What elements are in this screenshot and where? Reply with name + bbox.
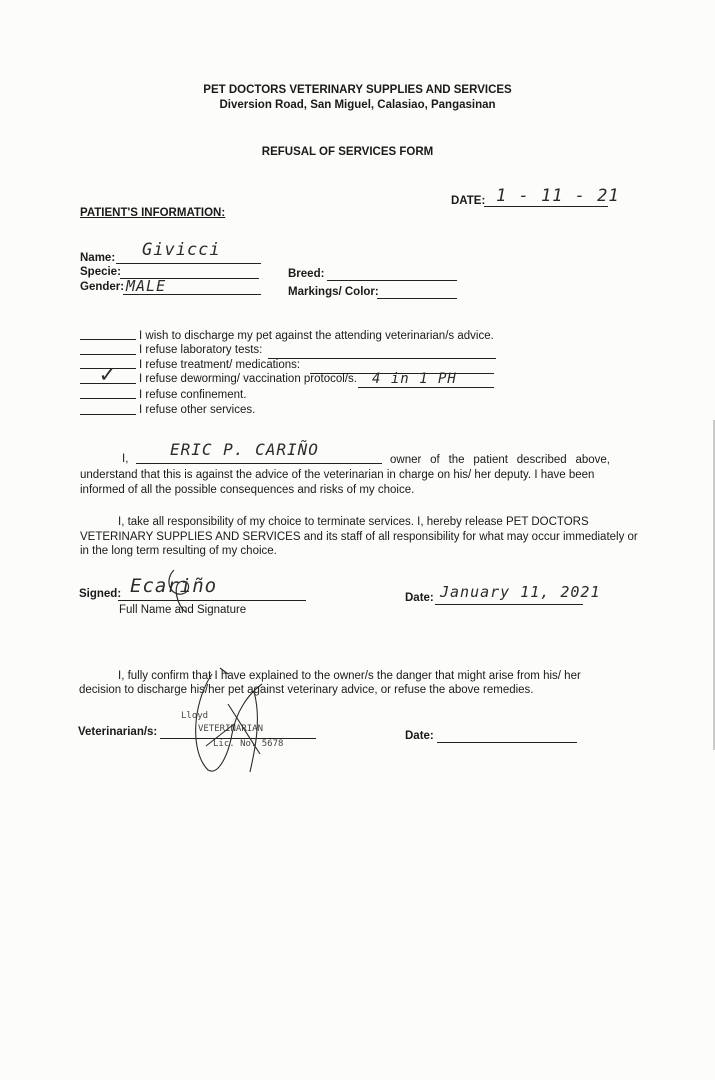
- gender-value: MALE: [126, 277, 167, 295]
- gender-label: Gender:: [80, 281, 125, 293]
- confirmation-line2: decision to discharge his/her pet against veterinary advice, or refuse the above remedies.: [79, 684, 534, 696]
- veterinarian-signature-icon: [188, 664, 272, 776]
- owner-statement-line2: understand that this is against the advice of the veterinarian in charge on his/ her deputy. I have been: [80, 469, 595, 481]
- option-blank-5: [80, 398, 136, 399]
- company-address: Diversion Road, San Miguel, Calasiao, Pangasinan: [219, 99, 496, 111]
- form-title: REFUSAL OF SERVICES FORM: [261, 146, 434, 158]
- owner-signature: Ecariño: [130, 575, 218, 597]
- option-treatment: I refuse treatment/ medications:: [139, 359, 301, 371]
- option-blank-2: [80, 354, 136, 355]
- confirmation-line1: I, fully confirm that I have explained to the owner/s the danger that might arise from his/ her: [118, 670, 581, 682]
- breed-label: Breed:: [288, 268, 325, 280]
- vet-stamp-title: VETERINARIAN: [198, 724, 264, 734]
- option-other: I refuse other services.: [139, 404, 256, 416]
- veterinarian-label: Veterinarian/s:: [78, 726, 158, 738]
- signed-date-label: Date:: [405, 592, 434, 604]
- option-lab-tests: I refuse laboratory tests:: [139, 344, 263, 356]
- vet-stamp-name: Lloyd: [181, 711, 209, 721]
- specie-label: Specie:: [80, 266, 121, 278]
- owner-statement-line3: informed of all the possible consequences and risks of my choice.: [80, 484, 415, 496]
- signed-date-value: January 11, 2021: [440, 583, 601, 601]
- markings-label: Markings/ Color:: [288, 286, 379, 298]
- company-name: PET DOCTORS VETERINARY SUPPLIES AND SERVICES: [203, 84, 512, 96]
- owner-name: ERIC P. CARIÑO: [170, 440, 319, 459]
- patient-section-title: PATIENT'S INFORMATION:: [80, 207, 226, 219]
- owner-statement-after: owner of the patient described above,: [390, 454, 610, 466]
- name-label: Name:: [80, 252, 116, 264]
- signed-sublabel: Full Name and Signature: [119, 604, 247, 616]
- signature-line: [118, 600, 306, 601]
- vet-date-label: Date:: [405, 730, 434, 742]
- deworming-detail: 4 in 1 PH: [372, 371, 457, 387]
- lab-tests-line: [268, 358, 496, 359]
- deworming-line: [358, 387, 494, 388]
- owner-name-line: [136, 463, 382, 464]
- option-blank-1: [80, 339, 136, 340]
- responsibility-line3: in the long term resulting of my choice.: [80, 545, 277, 557]
- signed-date-line: [435, 604, 583, 605]
- date-line: [484, 206, 608, 207]
- markings-line: [377, 298, 457, 299]
- date-value: 1 - 11 - 21: [496, 186, 620, 206]
- option-checkmark-deworming: ✓: [100, 360, 116, 388]
- responsibility-line2: VETERINARY SUPPLIES AND SERVICES and its staff of all responsibility for what may occur immediately or: [80, 531, 638, 543]
- responsibility-line1: I, take all responsibility of my choice to terminate services. I, hereby release PET DOCTORS: [118, 516, 589, 528]
- breed-line: [327, 280, 457, 281]
- signed-label: Signed:: [79, 588, 122, 600]
- option-blank-6: [80, 414, 136, 415]
- date-label: DATE:: [451, 195, 486, 207]
- option-confinement: I refuse confinement.: [139, 389, 247, 401]
- vet-date-line: [437, 742, 577, 743]
- owner-statement-prefix: I,: [122, 453, 129, 465]
- vet-stamp-license: Lic. No. 5678: [213, 739, 284, 749]
- option-discharge: I wish to discharge my pet against the attending veterinarian/s advice.: [139, 330, 494, 342]
- name-value: Givicci: [142, 240, 221, 260]
- option-deworming: I refuse deworming/ vaccination protocol/s.: [139, 373, 357, 385]
- name-line: [116, 263, 261, 264]
